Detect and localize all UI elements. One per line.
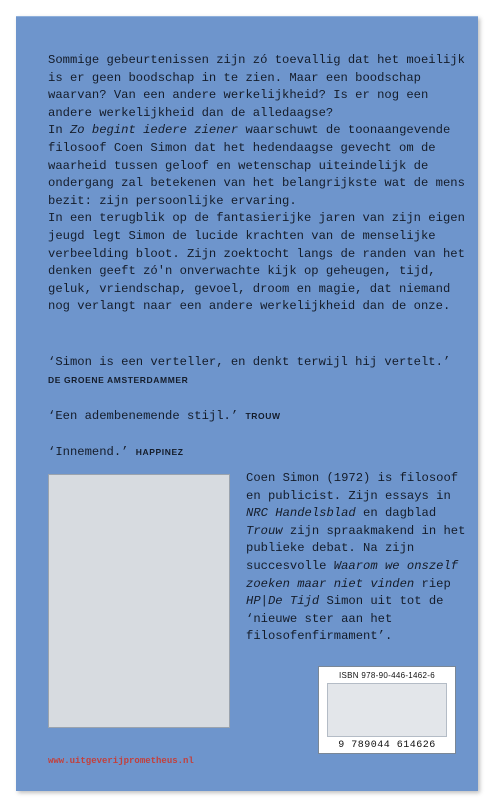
review-quote-2 <box>48 408 468 426</box>
bio-text-4: riep <box>414 576 451 591</box>
author-photo <box>48 474 230 728</box>
blurb-text <box>48 52 468 316</box>
ean-number: 9 789044 614626 <box>338 740 436 751</box>
blurb-p2-pre: In <box>48 123 70 138</box>
barcode <box>327 683 447 737</box>
blurb-p2-post: waarschuwt de toonaangevende filosoof Coen Simon dat het hedendaagse gevecht om de waarheid tussen geloof en wetenschap uiteindelijk de ondergang zal betekenen van het belangrijkste wat de mens bezit: zijn persoonlijke ervaring. <box>48 123 465 208</box>
blurb-paragraph-3: In een terugblik op de fantasierijke jaren van zijn eigen jeugd legt Simon de lucide krachten van de menselijke verbeelding bloot. Zijn zoektocht langs de randen van het denken geeft zó'n onverwachte kijk op geheugen, tijd, geluk, vriendschap, gevoel, droom en magie, dat niemand nog verlangt naar een andere werkelijkheid dan de onze. <box>48 211 465 314</box>
barcode-box <box>318 666 456 754</box>
review-quote-1 <box>48 354 468 389</box>
bio-text-1: Coen Simon (1972) is filosoof en publicist. Zijn essays in <box>246 471 459 503</box>
bio-italic-book: Waarom we onszelf zoeken maar niet vinden <box>246 558 459 591</box>
blurb-paragraph-2 <box>48 122 468 210</box>
book-title-italic: Zo begint iedere ziener <box>69 123 239 138</box>
quote-source: DE GROENE AMSTERDAMMER <box>48 374 189 385</box>
bio-italic-nrc: NRC Handelsblad <box>246 506 356 521</box>
quote-text: ‘Simon is een verteller, en denkt terwijl hij vertelt.’ <box>48 355 451 369</box>
review-quote-3 <box>48 444 468 462</box>
quote-text: ‘Innemend.’ <box>48 445 129 459</box>
quote-source: TROUW <box>245 411 281 421</box>
bio-text-3: zijn spraakmakend in het publieke debat. Na zijn succesvolle <box>246 523 466 573</box>
quote-text: ‘Een adembenemende stijl.’ <box>48 409 239 423</box>
bio-text-5: Simon uit tot de ‘nieuwe ster aan het filosofenfirmament’. <box>246 594 444 644</box>
bio-italic-hp: HP|De Tijd <box>246 594 320 609</box>
blurb-paragraph-1: Sommige gebeurtenissen zijn zó toevallig dat het moeilijk is er geen boodschap in te zien. Maar een boodschap waarvan? Van een andere werkelijkheid? Is er nog een andere werkelijkheid dan de alledaagse? <box>48 53 465 120</box>
publisher-website: www.uitgeverijprometheus.nl <box>48 756 194 766</box>
quote-source: HAPPINEZ <box>135 447 184 457</box>
bio-italic-trouw: Trouw <box>246 523 283 538</box>
bio-text-2: en dagblad <box>355 506 437 521</box>
author-bio <box>246 470 468 646</box>
isbn-label: ISBN 978-90-446-1462-6 <box>339 671 435 680</box>
